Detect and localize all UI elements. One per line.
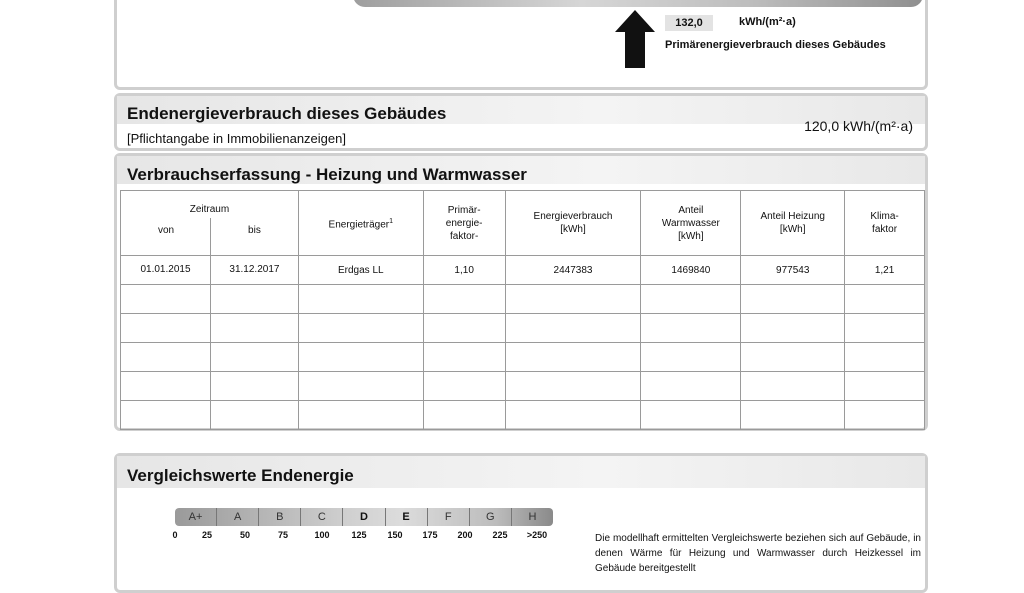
tick-label: 100: [314, 530, 330, 540]
consumption-table: [120, 190, 925, 430]
cell-traeger: Erdgas LL: [298, 256, 423, 285]
header-energietraeger: Energieträger$^1$: [298, 191, 423, 256]
header-zeitraum-label: Zeitraum: [189, 204, 230, 215]
class-b: B: [259, 508, 301, 526]
tick-label: 125: [351, 530, 367, 540]
header-zeitraum: [121, 191, 299, 256]
cell-zeitraum: [121, 256, 299, 285]
cell-von: 01.01.2015: [121, 256, 211, 284]
primary-energy-unit: kWh/(m²·a): [739, 16, 796, 28]
energy-scale-bar: [353, 0, 923, 7]
class-e: E: [386, 508, 428, 526]
comparison-description: Die modellhaft ermittelten Vergleichswerte beziehen sich auf Gebäude, in denen Wärme für Heizung und Warmwasser durch Heizkessel im Gebäude bereitgestellt: [595, 533, 921, 574]
class-a-plus: A+: [175, 508, 217, 526]
cell-pef: 1,10: [423, 256, 505, 285]
tick-label: 200: [457, 530, 473, 540]
cell-heizung: 977543: [741, 256, 845, 285]
end-energy-value: 120,0 kWh/(m²·a): [804, 118, 913, 134]
tick-label: 75: [277, 530, 289, 540]
table-row-empty: [121, 285, 925, 314]
class-d: D: [343, 508, 385, 526]
efficiency-class-scale: [175, 508, 553, 526]
tick-label: 150: [387, 530, 403, 540]
cell-bis: 31.12.2017: [229, 264, 280, 275]
consumption-title: Verbrauchserfassung - Heizung und Warmwasser: [127, 165, 527, 184]
end-energy-panel: [114, 93, 928, 151]
tick-label: 175: [422, 530, 438, 540]
primary-energy-value: 132,0: [665, 15, 713, 31]
header-klimafaktor: Klima- faktor: [845, 191, 925, 256]
tick-label: 25: [201, 530, 213, 540]
tick-label: 0: [172, 530, 178, 540]
table-row: [121, 256, 925, 285]
cell-verbrauch: 2447383: [505, 256, 641, 285]
class-a: A: [217, 508, 259, 526]
class-g: G: [470, 508, 512, 526]
header-bis: bis: [248, 225, 261, 236]
class-f: F: [428, 508, 470, 526]
table-row-empty: [121, 401, 925, 430]
primary-energy-caption: Primärenergieverbrauch dieses Gebäudes: [665, 39, 886, 51]
header-energieverbrauch: Energieverbrauch [kWh]: [505, 191, 641, 256]
header-primaerenergiefaktor: Primär- energie- faktor-: [423, 191, 505, 256]
table-row-empty: [121, 372, 925, 401]
end-energy-subtitle: [Pflichtangabe in Immobilienanzeigen]: [127, 131, 346, 146]
tick-label: >250: [526, 530, 548, 540]
scale-ticks: [167, 530, 559, 544]
consumption-panel: [114, 153, 928, 431]
cell-warmwasser: 1469840: [641, 256, 741, 285]
tick-label: 50: [239, 530, 251, 540]
table-header-row: [121, 191, 925, 256]
table-row-empty: [121, 343, 925, 372]
class-h: H: [528, 511, 537, 523]
header-heizung: Anteil Heizung [kWh]: [741, 191, 845, 256]
comparison-panel: [114, 453, 928, 593]
header-von: von: [157, 225, 175, 236]
class-c: C: [301, 508, 343, 526]
end-energy-title: Endenergieverbrauch dieses Gebäudes: [127, 104, 447, 123]
header-warmwasser: Anteil Warmwasser [kWh]: [641, 191, 741, 256]
primary-energy-panel: [114, 0, 928, 90]
arrow-up-icon: [615, 10, 655, 68]
comparison-title: Vergleichswerte Endenergie: [127, 466, 354, 485]
tick-label: 225: [492, 530, 508, 540]
table-row-empty: [121, 314, 925, 343]
cell-klima: 1,21: [845, 256, 925, 285]
